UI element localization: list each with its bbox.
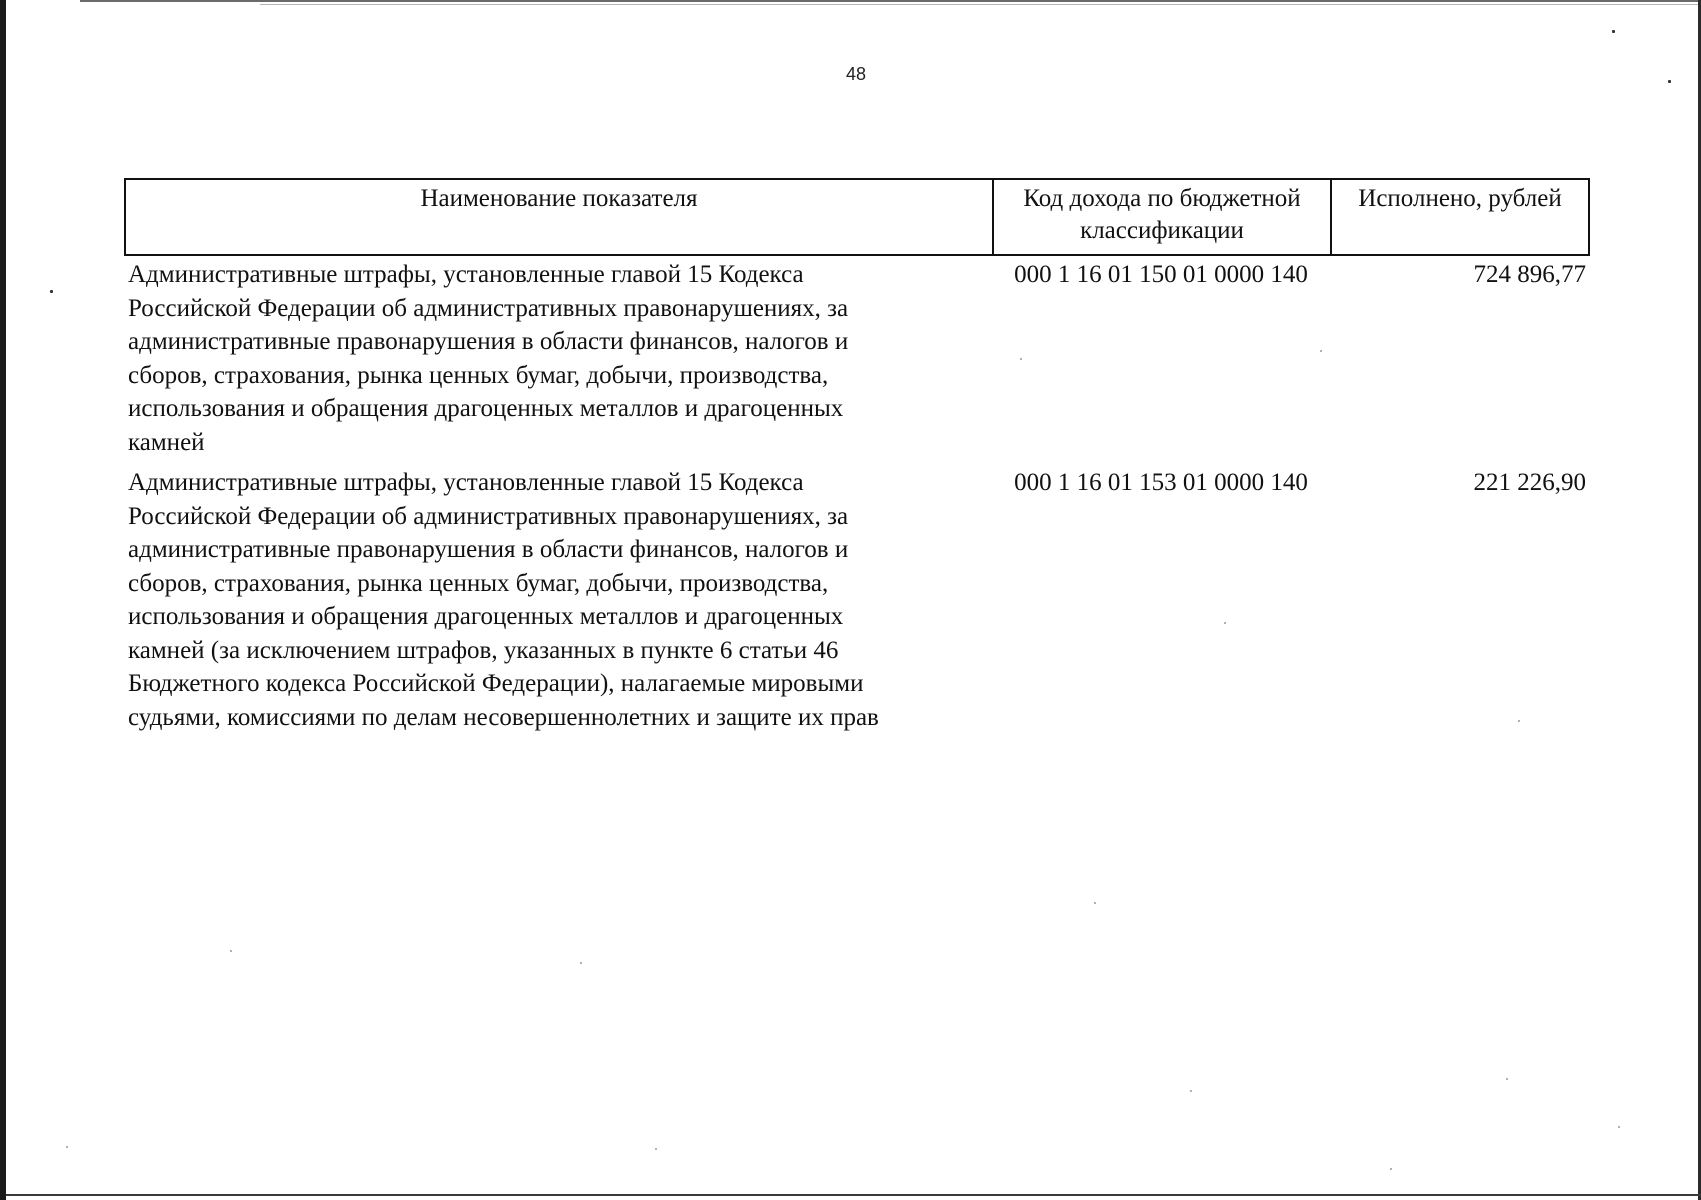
page-number: 48 xyxy=(845,64,867,84)
scan-speck xyxy=(580,962,582,964)
scan-edge-top xyxy=(80,0,1701,2)
row-name-line: судьями, комиссиями по делам несовершеннолетних и защите их прав xyxy=(128,703,879,731)
scan-speck xyxy=(1612,30,1615,33)
header-name-text: Наименование показателя xyxy=(420,185,698,212)
row-name-line: Административные штрафы, установленные главой 15 Кодекса xyxy=(128,469,804,496)
scan-speck xyxy=(1020,358,1022,360)
row-name-line: использования и обращения драгоценных металлов и драгоценных xyxy=(128,603,844,630)
scan-speck xyxy=(1506,1078,1508,1080)
scan-speck xyxy=(1618,1126,1620,1128)
row-name-line: административные правонарушения в области финансов, налогов и xyxy=(128,536,849,563)
row-code: 000 1 16 01 153 01 0000 140 xyxy=(1014,469,1308,496)
row-name-line: административные правонарушения в области финансов, налогов и xyxy=(128,328,849,355)
scan-speck xyxy=(50,290,53,293)
row-name-line: сборов, страхования, рынка ценных бумаг, добычи, производства, xyxy=(128,361,829,389)
header-name xyxy=(126,180,992,254)
scan-speck xyxy=(1190,1090,1192,1092)
scan-edge-top-secondary xyxy=(260,4,1701,5)
row-name-line: Российской Федерации об административных правонарушениях, за xyxy=(128,294,849,322)
scan-speck xyxy=(1518,720,1520,722)
scan-speck xyxy=(1668,80,1671,83)
header-done-text: Исполнено, рублей xyxy=(1358,185,1562,212)
scan-speck xyxy=(1094,902,1096,904)
row-name-line: камней (за исключением штрафов, указанных в пункте 6 статьи 46 xyxy=(128,636,839,664)
header-done xyxy=(1330,180,1588,254)
row-name-line: Российской Федерации об административных правонарушениях, за xyxy=(128,502,849,530)
row-name xyxy=(128,466,988,734)
row-name-line: Административные штрафы, установленные главой 15 Кодекса xyxy=(128,261,804,288)
scan-edge-bottom xyxy=(6,1194,1701,1196)
row-amount: 724 896,77 xyxy=(1473,261,1586,288)
scan-speck xyxy=(66,1146,68,1148)
scan-speck xyxy=(1224,622,1226,624)
row-code: 000 1 16 01 150 01 0000 140 xyxy=(1014,261,1308,288)
scan-edge-left xyxy=(0,0,6,1200)
header-code xyxy=(992,180,1330,254)
row-name-line: использования и обращения драгоценных металлов и драгоценных xyxy=(128,395,844,422)
scan-speck xyxy=(1390,1168,1392,1170)
row-amount: 221 226,90 xyxy=(1473,469,1586,496)
row-name xyxy=(128,258,988,459)
row-name-line: Бюджетного кодекса Российской Федерации), налагаемые мировыми xyxy=(128,670,864,697)
table-header xyxy=(124,178,1590,256)
scan-speck xyxy=(230,950,232,952)
row-name-line: сборов, страхования, рынка ценных бумаг, добычи, производства, xyxy=(128,569,829,597)
scan-speck xyxy=(655,1148,657,1150)
header-code-line1: Код дохода по бюджетной xyxy=(1023,185,1301,212)
scan-speck xyxy=(1320,350,1322,352)
row-name-line: камней xyxy=(128,428,205,456)
header-code-line2: классификации xyxy=(1080,217,1244,244)
